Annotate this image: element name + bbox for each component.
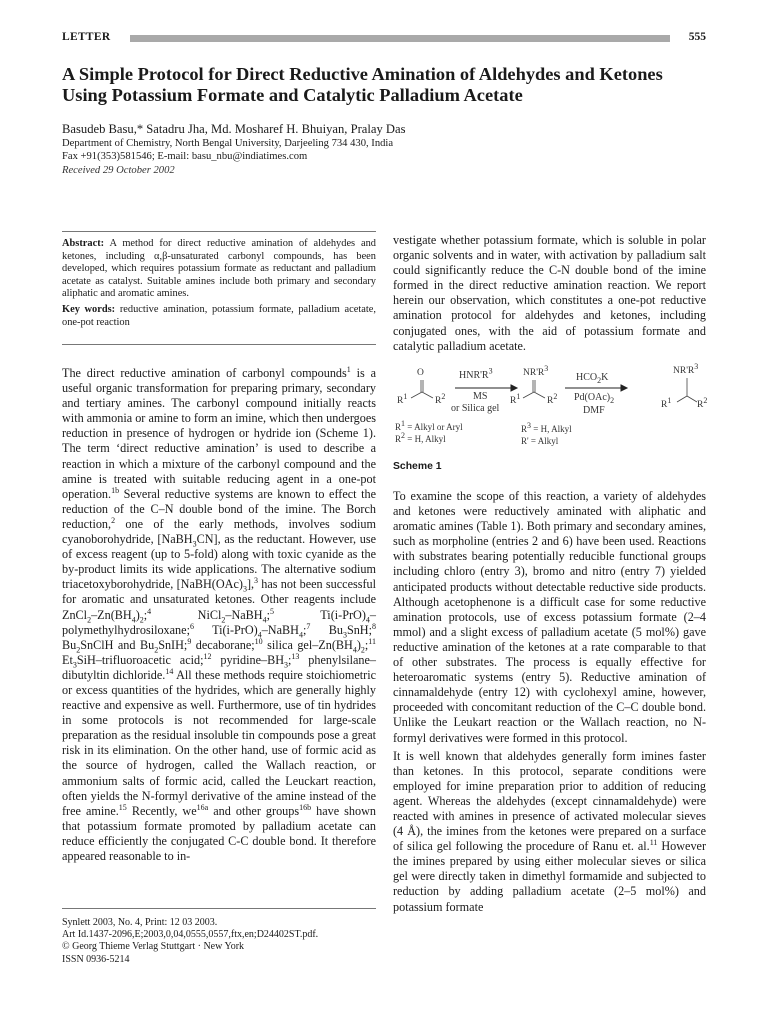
scheme-bonds bbox=[393, 361, 706, 461]
reagent-amine: $HNR'R^3$ bbox=[459, 366, 493, 381]
footer-journal: Synlett 2003, No. 4, Print: 12 03 2003. bbox=[62, 917, 218, 928]
author-list: Basudeb Basu,* Satadru Jha, Md. Mosharef H. Bhuiyan, Pralay Das bbox=[62, 122, 406, 136]
imine-paragraph: It is well known that aldehydes generally form imines faster than ketones. In this protocol, separate conditions were employed for imine preparation prior to addition of reducing agent. Whereas the aldehydes (except cinnamaldehyde) were reacted with amines in presence of activated molecular sieves (4 Å), the imines from the ketones were prepared on a surface of silica gel following the procedure of Ranu et. al.$^{11}$ However the imines prepared by using either molecular sieves or silica gel were directly taken in dimethyl formamide and subjected to reduction by adding palladium acetate (2–5 mol%) and potassium formate bbox=[393, 748, 707, 914]
reagent-ms: MS bbox=[473, 391, 488, 402]
intro-continuation: vestigate whether potassium formate, which is soluble in polar organic solvents and in water, with activation by palladium salt could significantly reduce the C-N double bond of the imine formed in the direct reductive amination reaction. We report herein our observation, which constitutes a one-pot reductive amination protocol for aldehydes and ketones, including conjugated ones, with the aid of potassium formate and catalytic palladium acetate. bbox=[393, 233, 706, 353]
definition-r1: $R^1$ = Alkyl or Aryl bbox=[395, 419, 463, 432]
reagent-catalyst: $Pd(OAc)_2$ bbox=[574, 392, 615, 405]
substituent-r1: $R^1$ bbox=[397, 391, 408, 406]
running-header bbox=[62, 31, 706, 45]
footer-issn: ISSN 0936-5214 bbox=[62, 953, 130, 965]
article-title: A Simple Protocol for Direct Reductive Amination of Aldehydes and Ketones Using Potassium Formate and Catalytic Palladium Acetate bbox=[62, 64, 663, 105]
amine-nitrogen: $NR'R^3$ bbox=[673, 361, 699, 376]
scheme-caption: Scheme 1 bbox=[393, 461, 442, 472]
reagent-formate: $HCO_2K$ bbox=[576, 372, 609, 385]
imine-nitrogen: $NR'R^3$ bbox=[523, 363, 549, 378]
keywords-label: Key words: bbox=[62, 303, 116, 315]
reagent-silica: or Silica gel bbox=[451, 403, 500, 414]
affiliation-contact: Fax +91(353)581546; E-mail: basu_nbu@indiatimes.com bbox=[62, 151, 308, 162]
imine-r2: $R^2$ bbox=[547, 391, 558, 406]
section-label: LETTER bbox=[62, 31, 111, 43]
scope-paragraph: To examine the scope of this reaction, a variety of aldehydes and ketones were reductively aminated with aliphatic and aromatic amines (Table 1). Both primary and secondary amines, such as morpholine (entries 2 and 6) have been used. Reactions with substrates bearing potentially reducible functional groups including chloro (entry 3), bromo and nitro (entry 7) yielded anticipated products without detectable reductive side products. Although acetophenone is a difficult case for some reductive amination protocols, use of excess potassium formate (2–4 mmol) and a slight excess of palladium acetate (5 mol%) gave reductive amination of the ketones at a rate comparable to that of other substrates. The process is equally effective for heteroaromatic systems (entry 5). Reductive amination of cinnamaldehyde (entry 12) with cyclohexyl amine, however, proceeded with concomitant reduction of the C–C double bond. Unlike the Leukart reaction or the Wallach reaction, no N-formyl derivatives were formed in this protocol. bbox=[393, 489, 706, 745]
right-column-intro bbox=[393, 233, 706, 354]
footer-article-id: Art Id.1437-2096,E;2003,0,04,0555,0557,ftx,en;D24402ST.pdf. bbox=[62, 929, 319, 941]
right-column-body bbox=[393, 489, 706, 915]
footer-copyright: © Georg Thieme Verlag Stuttgart · New York bbox=[62, 941, 245, 953]
abstract-text: A method for direct reductive amination of aldehydes and ketones, including α,β-unsaturated carbonyl compounds, has been developed, which requires potassium formate as reductant and palladium acetate as catalyst. Suitable amines include both primary and secondary aliphatic and aromatic amines. bbox=[62, 238, 377, 300]
abstract-box bbox=[62, 231, 376, 345]
substituent-r2: $R^2$ bbox=[435, 391, 446, 406]
left-column-body bbox=[62, 366, 376, 864]
keywords-text: reductive amination, potassium formate, palladium acetate, one-pot reaction bbox=[62, 303, 376, 328]
header-rule bbox=[130, 35, 670, 42]
affiliation-department: Department of Chemistry, North Bengal University, Darjeeling 734 430, India bbox=[62, 138, 394, 149]
received-date: Received 29 October 2002 bbox=[62, 165, 175, 176]
definition-r-prime: R' = Alkyl bbox=[521, 436, 559, 446]
abstract-label: Abstract: bbox=[62, 238, 105, 249]
amine-r1: $R^1$ bbox=[661, 395, 672, 410]
publication-footer bbox=[62, 908, 376, 966]
affiliation bbox=[62, 137, 712, 163]
keywords bbox=[62, 304, 376, 329]
carbonyl-oxygen: O bbox=[417, 368, 424, 378]
imine-r1: $R^1$ bbox=[510, 391, 521, 406]
amine-r2: $R^2$ bbox=[697, 395, 708, 410]
reaction-scheme bbox=[393, 361, 708, 466]
definition-r2: $R^2 = H$, Alkyl bbox=[395, 431, 446, 444]
page-number: 555 bbox=[688, 31, 706, 43]
reagent-solvent: DMF bbox=[583, 405, 605, 416]
definition-r3: $R^3 = H$, Alkyl bbox=[521, 421, 572, 434]
abstract bbox=[62, 238, 376, 301]
intro-paragraph: The direct reductive amination of carbonyl compounds$^1$ is a useful organic transformation for preparing primary, secondary and tertiary amines. The carbonyl compound initially reacts with ammonia or amine to form an imine, which then undergoes reduction in presence of hydrogen or hydride ion (Scheme 1). The term ‘direct reductive amination’ is used to describe a reaction in which a mixture of the carbonyl compound and the amine is treated with suitable reducing agent in a one-pot operation.$^{1b}$ Several reductive systems are known to effect the reduction of the C–N double bond of the imine. The Borch reduction,$^2$ one of the early methods, involves sodium cyanoborohydride, [NaBH$_3$CN], as the reductant. However, use of excess reagent (up to 5-fold) along with toxic cyanide as the by-product limits its wide applications. The alternative sodium triacetoxyborohydride, $[NaBH(OAc)_3],^3$ has not been successful for aromatic and unsaturated ketones. Other reagents include $ZnCl_2-Zn(BH_4)_2;^4$ NiCl$_2$–NaBH$_4$;$^5$ $Ti(i-PrO)_4-polymethylhydrosiloxane;^6$ $Ti(i-PrO)_4-NaBH_4;^7$ $Bu_3SnH;^8$ $Bu_2SnClH$ and $Bu_2SnIH;^9$ decaborane;$^{10}$ silica gel–$Zn(BH_4)_2;^{11}$ $Et_3SiH$–trifluoroacetic acid;$^{12}$ pyridine–$BH_3;^{13}$ phenylsilane–dibutyltin dichloride.$^{14}$ All these methods require stoichiometric or excess quantities of the hydrides, which are generally highly reactive and expensive as well. Furthermore, use of tin hydrides in some protocols is not recommended for large-scale preparation as the residual insoluble tin compounds pose a great risk in its elimination. On the other hand, use of formic acid as the source of hydrogen, called the Wallach reaction, or ammonium salts of formic acid, called the Leuckart reaction, often yields the N-formyl derivative of the amine instead of the free amine.$^{15}$ Recently, $we^{16a}$ and other groups$^{16b}$ have shown that potassium formate promoted by palladium acetate can reduce efficiently the conjugated C-C double bond. It therefore appeared reasonable to in- bbox=[62, 364, 376, 863]
